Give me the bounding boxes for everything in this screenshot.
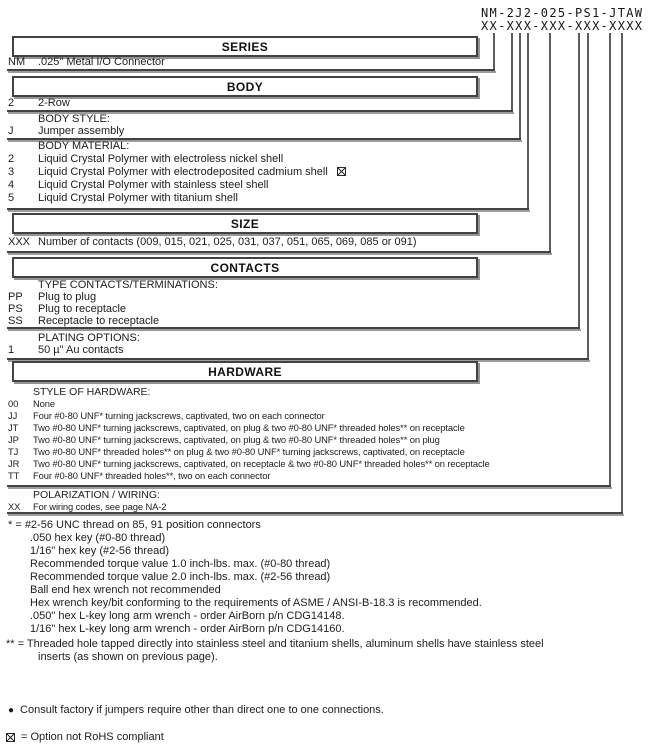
- polarization-label: POLARIZATION / WIRING:: [33, 489, 160, 501]
- option-desc: 50 µ" Au contacts: [38, 344, 124, 356]
- option-desc: .025" Metal I/O Connector: [38, 56, 165, 68]
- rohs-note-text: = Option not RoHS compliant: [21, 731, 164, 743]
- size-header: SIZE: [12, 213, 478, 234]
- option-desc: 2-Row: [38, 97, 70, 109]
- hardware-style-row: [8, 471, 270, 480]
- contacts-type-bottom-line: [7, 327, 580, 329]
- option-code: TT: [8, 470, 20, 481]
- option-code: JJ: [8, 410, 18, 421]
- option-desc: Two #0-80 UNF* threaded holes** on plug & two #0-80 UNF* turning jackscrews, captivated, on receptacle: [33, 446, 465, 457]
- consult-factory-text: Consult factory if jumpers require other than direct one to one connections.: [20, 704, 384, 716]
- body-style-label: BODY STYLE:: [38, 113, 110, 125]
- connector-line-size: [549, 33, 551, 253]
- connector-line-contacts-type: [578, 33, 580, 329]
- plating-row: [8, 345, 123, 356]
- body-row: [8, 98, 70, 109]
- option-code: JR: [8, 458, 20, 469]
- hardware-style-row: [8, 447, 465, 456]
- hardware-style-bottom-line: [7, 485, 611, 487]
- option-code: 00: [8, 398, 19, 409]
- body-material-bottom-line: [7, 208, 529, 210]
- option-desc: Two #0-80 UNF* turning jackscrews, captivated, on receptacle & two #0-80 UNF* threaded holes** on receptacle: [33, 458, 490, 469]
- footnote-star-line: Recommended torque value 2.0 inch-lbs. max. (#2-56 thread): [30, 571, 331, 583]
- option-desc: Liquid Crystal Polymer with titanium shell: [38, 192, 238, 204]
- option-code: 3: [8, 166, 15, 178]
- hardware-header: HARDWARE: [12, 361, 478, 382]
- body-row-bottom-line: [7, 110, 513, 112]
- contacts-type-row: [8, 292, 96, 303]
- option-code: 2: [8, 97, 15, 109]
- footnote-star-line: 1/16" hex L-key long arm wrench - order AirBorn p/n CDG14160.: [30, 623, 345, 635]
- footnote-star-line: 1/16" hex key (#2-56 thread): [30, 545, 170, 557]
- plating-bottom-line: [7, 358, 589, 360]
- option-desc: Two #0-80 UNF* turning jackscrews, captivated, on plug & two #0-80 UNF* threaded holes** on plug: [33, 434, 440, 445]
- contacts-type-row: [8, 304, 126, 315]
- option-desc: Liquid Crystal Polymer with electrodeposited cadmium shell: [38, 166, 328, 178]
- hardware-style-label: STYLE OF HARDWARE:: [33, 386, 151, 398]
- footnote-star-line: Hex wrench key/bit conforming to the requirements of ASME / ANSI-B-18.3 is recommended.: [30, 597, 482, 609]
- option-code: NM: [8, 56, 26, 68]
- option-code: XXX: [8, 236, 31, 248]
- option-code: SS: [8, 315, 23, 327]
- option-code: TJ: [8, 446, 19, 457]
- footnote-star-line: .050 hex key (#0-80 thread): [30, 532, 166, 544]
- hardware-style-row: [8, 399, 55, 408]
- connector-line-hardware-style: [609, 33, 611, 487]
- footnote-double-star-line1: ** = Threaded hole tapped directly into stainless steel and titanium shells, aluminum shells have stainless steel: [6, 638, 544, 650]
- option-desc: Number of contacts (009, 015, 021, 025, 031, 037, 051, 065, 069, 085 or 091): [38, 236, 417, 248]
- option-code: JP: [8, 434, 19, 445]
- series-row: [8, 57, 165, 68]
- option-code: XX: [8, 501, 21, 512]
- option-code: J: [8, 125, 14, 137]
- consult-factory-note: [8, 704, 384, 717]
- option-desc: Plug to receptacle: [38, 303, 127, 315]
- option-desc: Receptacle to receptacle: [38, 315, 160, 327]
- option-desc: Four #0-80 UNF* threaded holes**, two on each connector: [33, 470, 271, 481]
- hardware-style-row: [8, 423, 465, 432]
- footnote-star-line: .050" hex L-key long arm wrench - order AirBorn p/n CDG14148.: [30, 610, 345, 622]
- size-row: [8, 237, 417, 248]
- option-desc: None: [33, 398, 56, 409]
- option-desc: Jumper assembly: [38, 125, 125, 137]
- option-desc: Two #0-80 UNF* turning jackscrews, captivated, on plug & two #0-80 UNF* threaded holes** on receptacle: [33, 422, 465, 433]
- body-style-row: [8, 126, 124, 137]
- body-material-label: BODY MATERIAL:: [38, 140, 130, 152]
- connector-line-plating: [587, 33, 589, 360]
- connector-line-series: [493, 33, 495, 71]
- plating-label: PLATING OPTIONS:: [38, 332, 140, 344]
- body-material-row: [8, 193, 238, 204]
- bullet-icon: ●: [8, 704, 15, 716]
- option-desc: Four #0-80 UNF* turning jackscrews, captivated, two on each connector: [33, 410, 325, 421]
- connector-line-polarization: [621, 33, 623, 514]
- footnote-star-line: Recommended torque value 1.0 inch-lbs. max. (#0-80 thread): [30, 558, 331, 570]
- option-code: PS: [8, 303, 23, 315]
- size-bottom-line: [7, 251, 551, 253]
- option-code: JT: [8, 422, 19, 433]
- option-desc: For wiring codes, see page NA-2: [33, 501, 167, 512]
- rohs-note: [6, 731, 164, 744]
- body-header: BODY: [12, 76, 478, 97]
- option-code: 5: [8, 192, 15, 204]
- hardware-style-row: [8, 435, 440, 444]
- option-code: 1: [8, 344, 15, 356]
- hardware-style-row: [8, 459, 490, 468]
- series-bottom-line: [7, 69, 495, 71]
- not-rohs-icon: [337, 167, 346, 176]
- option-desc: Liquid Crystal Polymer with electroless nickel shell: [38, 153, 284, 165]
- part-number-example: NM-2J2-025-PS1-JTAW: [481, 6, 644, 20]
- body-material-row: [8, 167, 346, 178]
- footnote-star-line: Ball end hex wrench not recommended: [30, 584, 221, 596]
- body-material-row: [8, 180, 268, 191]
- option-code: PP: [8, 291, 23, 303]
- contacts-type-row: [8, 316, 159, 327]
- hardware-style-row: [8, 411, 325, 420]
- option-code: 4: [8, 179, 15, 191]
- footnote-star-intro: * = #2-56 UNC thread on 85, 91 position connectors: [8, 519, 261, 531]
- series-header: SERIES: [12, 36, 478, 57]
- contacts-type-label: TYPE CONTACTS/TERMINATIONS:: [38, 279, 218, 291]
- footnote-double-star-line2: inserts (as shown on previous page).: [38, 651, 218, 663]
- connector-line-body-material: [527, 33, 529, 210]
- connector-line-body-style: [519, 33, 521, 140]
- polarization-row: [8, 502, 166, 511]
- option-desc: Plug to plug: [38, 291, 97, 303]
- polarization-bottom-line: [7, 512, 623, 514]
- not-rohs-icon: [6, 733, 15, 742]
- contacts-header: CONTACTS: [12, 257, 478, 278]
- option-desc: Liquid Crystal Polymer with stainless steel shell: [38, 179, 269, 191]
- option-code: 2: [8, 153, 15, 165]
- connector-line-body: [511, 33, 513, 112]
- part-number-mask: XX-XXX-XXX-XXX-XXXX: [481, 19, 644, 33]
- body-material-row: [8, 154, 283, 165]
